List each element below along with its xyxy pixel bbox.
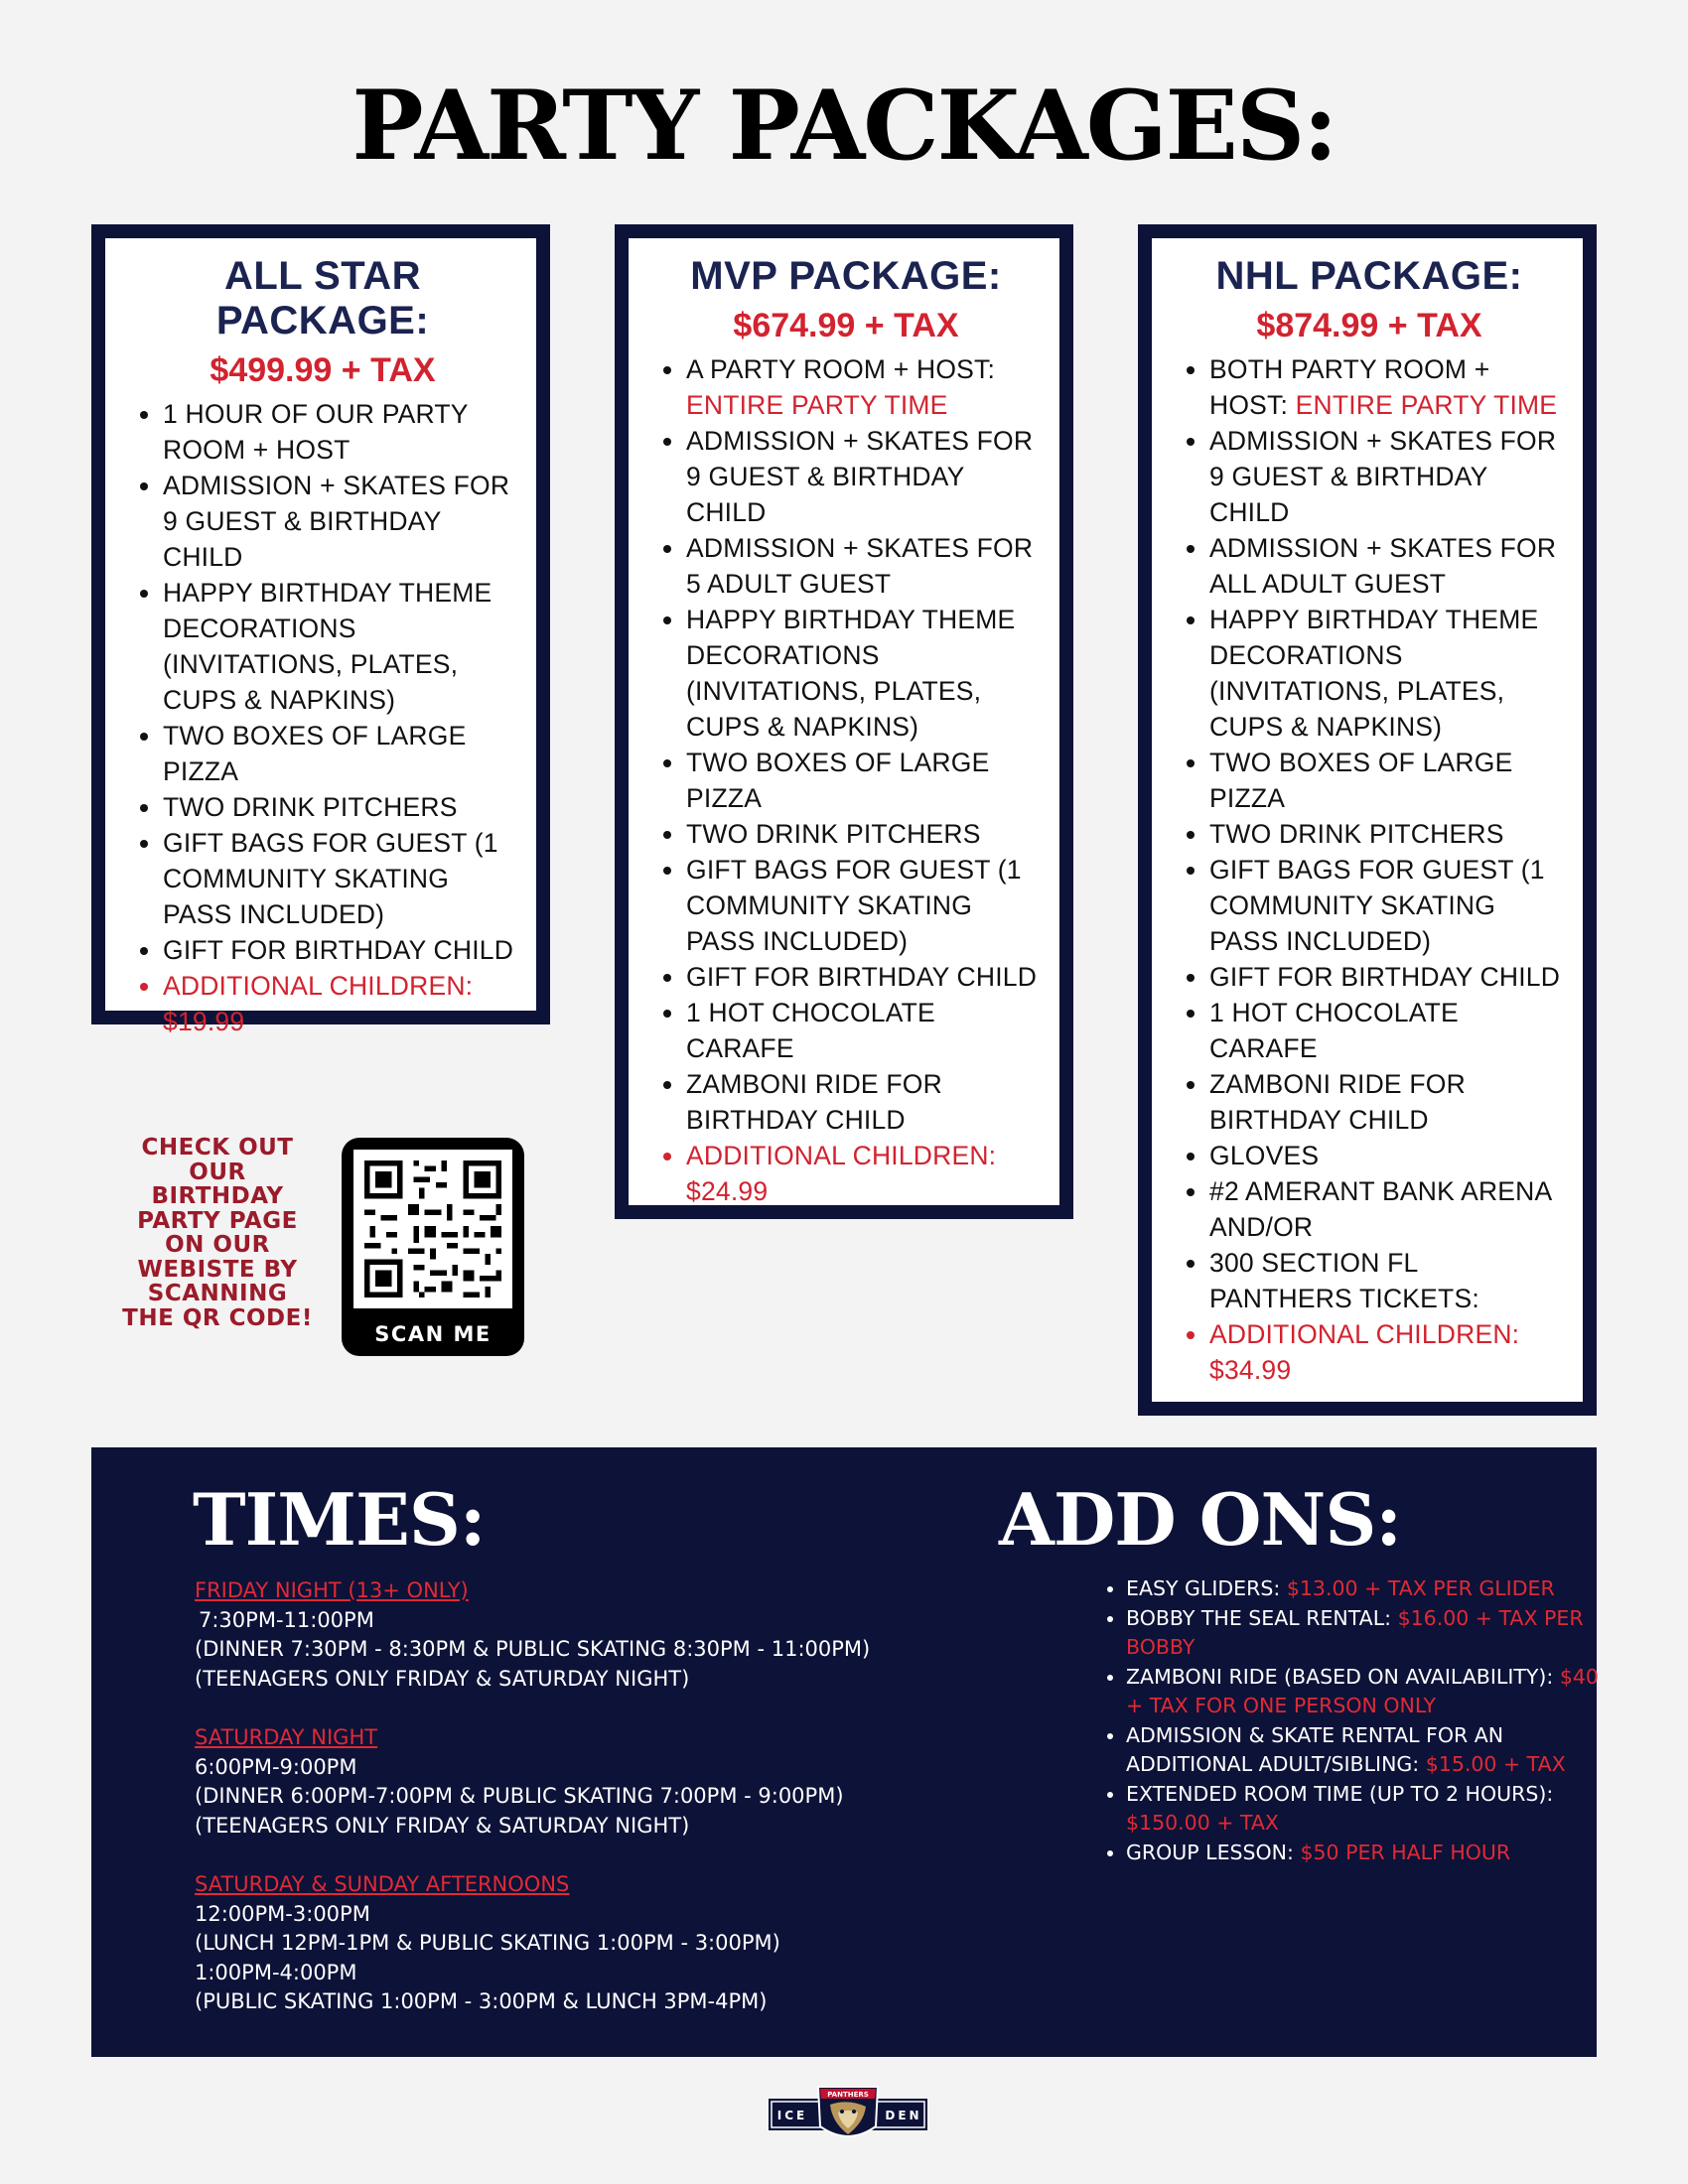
slot-line: (TEENAGERS ONLY FRIDAY & SATURDAY NIGHT)	[195, 1813, 690, 1838]
list-item: • TWO BOXES OF LARGE PIZZA	[1209, 745, 1565, 816]
list-item	[1126, 1604, 1605, 1663]
panthers-ice-den-logo	[769, 2081, 927, 2146]
additional-price: $24.99	[686, 1176, 769, 1206]
slot-line: 12:00PM-3:00PM	[195, 1901, 370, 1926]
package-price: $674.99 + TAX	[733, 307, 959, 344]
list-item: • ADMISSION + SKATES FOR 5 ADULT GUEST	[686, 530, 1042, 602]
times-list	[195, 1576, 929, 2017]
list-item: • 1 HOT CHOCOLATE CARAFE	[1209, 995, 1565, 1066]
addon-price: $13.00 + TAX PER GLIDER	[1286, 1576, 1555, 1600]
package-price: $499.99 + TAX	[210, 351, 436, 389]
list-item: • GIFT BAGS FOR GUEST (1 COMMUNITY SKATING PASS INCLUDED)	[163, 825, 518, 932]
list-item: • GIFT FOR BIRTHDAY CHILD	[1209, 959, 1565, 995]
item-highlight: ENTIRE PARTY TIME	[686, 390, 948, 420]
addon-label: GROUP LESSON:	[1126, 1840, 1294, 1864]
addon-label: BOBBY THE SEAL RENTAL:	[1126, 1605, 1392, 1630]
list-item: • GIFT FOR BIRTHDAY CHILD	[686, 959, 1042, 995]
addon-price: $16.00 + TAX PER BOBBY	[1126, 1605, 1584, 1659]
slot-line: 1:00PM-4:00PM	[195, 1960, 357, 1984]
package-items	[650, 351, 1042, 1209]
list-item: • TWO DRINK PITCHERS	[1209, 816, 1565, 852]
all-star-package-card	[91, 224, 550, 1036]
qr-code[interactable]	[342, 1138, 524, 1356]
item-text: BOTH PARTY ROOM + HOST:	[1209, 354, 1490, 420]
qr-message: CHECK OUT OUR BIRTHDAY PARTY PAGE ON OUR WEBISTE BY SCANNING THE QR CODE!	[122, 1135, 313, 1331]
additional-price: $19.99	[163, 1007, 245, 1036]
list-item: • GLOVES	[1209, 1138, 1565, 1173]
list-item	[1209, 351, 1565, 423]
addon-price: $15.00 + TAX	[1425, 1752, 1566, 1776]
item-text: A PARTY ROOM + HOST:	[686, 354, 996, 384]
slot-line: (TEENAGERS ONLY FRIDAY & SATURDAY NIGHT)	[195, 1666, 690, 1691]
list-item: • 1 HOUR OF OUR PARTY ROOM + HOST	[163, 396, 518, 468]
additional-label: ADDITIONAL CHILDREN:	[1209, 1319, 1520, 1349]
slot-line: 6:00PM-9:00PM	[195, 1754, 357, 1779]
additional-children-item	[163, 968, 518, 1039]
package-name: NHL PACKAGE:	[1215, 254, 1523, 298]
addons-list	[1088, 1574, 1605, 1867]
addon-label: EASY GLIDERS:	[1126, 1576, 1281, 1600]
slot-line: (DINNER 6:00PM-7:00PM & PUBLIC SKATING 7:00PM - 9:00PM)	[195, 1784, 844, 1808]
list-item: • GIFT BAGS FOR GUEST (1 COMMUNITY SKATING PASS INCLUDED)	[1209, 852, 1565, 959]
item-highlight: ENTIRE PARTY TIME	[1295, 390, 1558, 420]
package-price: $874.99 + TAX	[1256, 307, 1482, 344]
times-addons-panel	[91, 1447, 1597, 2057]
addon-label: EXTENDED ROOM TIME (UP TO 2 HOURS):	[1126, 1781, 1554, 1806]
list-item: • TWO BOXES OF LARGE PIZZA	[686, 745, 1042, 816]
package-items	[127, 396, 518, 1039]
list-item: • HAPPY BIRTHDAY THEME DECORATIONS (INVITATIONS, PLATES, CUPS & NAPKINS)	[163, 575, 518, 718]
additional-label: ADDITIONAL CHILDREN:	[163, 971, 474, 1001]
list-item: • GIFT FOR BIRTHDAY CHILD	[163, 932, 518, 968]
list-item: • 300 SECTION FL PANTHERS TICKETS:	[1209, 1245, 1565, 1316]
page-title: PARTY PACKAGES:	[352, 69, 1336, 182]
list-item	[1126, 1721, 1605, 1780]
addon-label: ZAMBONI RIDE (BASED ON AVAILABILITY):	[1126, 1664, 1554, 1689]
addon-label: ADMISSION & SKATE RENTAL FOR AN ADDITIONAL ADULT/SIBLING:	[1126, 1722, 1504, 1776]
slot-line: (DINNER 7:30PM - 8:30PM & PUBLIC SKATING 8:30PM - 11:00PM)	[195, 1637, 871, 1661]
list-item: • HAPPY BIRTHDAY THEME DECORATIONS (INVITATIONS, PLATES, CUPS & NAPKINS)	[686, 602, 1042, 745]
list-item: • ADMISSION + SKATES FOR 9 GUEST & BIRTHDAY CHILD	[686, 423, 1042, 530]
list-item: • TWO BOXES OF LARGE PIZZA	[163, 718, 518, 789]
list-item: • GIFT BAGS FOR GUEST (1 COMMUNITY SKATING PASS INCLUDED)	[686, 852, 1042, 959]
list-item: • ADMISSION + SKATES FOR ALL ADULT GUEST	[1209, 530, 1565, 602]
list-item: • ADMISSION + SKATES FOR 9 GUEST & BIRTHDAY CHILD	[1209, 423, 1565, 530]
addon-price: $40 + TAX FOR ONE PERSON ONLY	[1126, 1664, 1599, 1717]
slot-line: 7:30PM-11:00PM	[199, 1607, 374, 1632]
list-item: • ZAMBONI RIDE FOR BIRTHDAY CHILD	[1209, 1066, 1565, 1138]
additional-children-item	[686, 1138, 1042, 1209]
slot-title: SATURDAY NIGHT	[195, 1725, 378, 1749]
logo-right-text: DEN	[885, 2109, 922, 2122]
slot-title: FRIDAY NIGHT (13+ ONLY)	[195, 1578, 469, 1602]
list-item: • HAPPY BIRTHDAY THEME DECORATIONS (INVITATIONS, PLATES, CUPS & NAPKINS)	[1209, 602, 1565, 745]
list-item: • 1 HOT CHOCOLATE CARAFE	[686, 995, 1042, 1066]
package-items	[1174, 351, 1565, 1388]
addon-price: $150.00 + TAX	[1126, 1811, 1279, 1835]
qr-code-pattern	[353, 1150, 512, 1308]
package-name: ALL STAR PACKAGE:	[215, 254, 430, 342]
list-item	[1126, 1780, 1605, 1839]
list-item: • ADMISSION + SKATES FOR 9 GUEST & BIRTHDAY CHILD	[163, 468, 518, 575]
slot-line: (PUBLIC SKATING 1:00PM - 3:00PM & LUNCH 3PM-4PM)	[195, 1989, 768, 2013]
list-item: • TWO DRINK PITCHERS	[686, 816, 1042, 852]
additional-children-item	[1209, 1316, 1565, 1388]
additional-label: ADDITIONAL CHILDREN:	[686, 1141, 997, 1170]
package-name: MVP PACKAGE:	[690, 254, 1002, 298]
qr-caption: SCAN ME	[374, 1322, 492, 1346]
slot-title: SATURDAY & SUNDAY AFTERNOONS	[195, 1872, 570, 1896]
additional-price: $34.99	[1209, 1355, 1292, 1385]
logo-left-text: ICE	[776, 2109, 808, 2122]
nhl-package-card	[1138, 224, 1597, 1416]
list-item	[1126, 1663, 1605, 1721]
list-item: • #2 AMERANT BANK ARENA AND/OR	[1209, 1173, 1565, 1245]
list-item	[1126, 1839, 1605, 1868]
list-item: • TWO DRINK PITCHERS	[163, 789, 518, 825]
times-heading: TIMES:	[193, 1477, 486, 1562]
addons-heading: ADD ONS:	[999, 1477, 1401, 1562]
list-item	[686, 351, 1042, 423]
list-item: • ZAMBONI RIDE FOR BIRTHDAY CHILD	[686, 1066, 1042, 1138]
qr-code-icon	[353, 1150, 512, 1308]
addon-price: $50 PER HALF HOUR	[1300, 1840, 1511, 1864]
mvp-package-card	[615, 224, 1073, 1219]
list-item	[1126, 1574, 1605, 1604]
logo-top-text: PANTHERS	[827, 2091, 869, 2099]
slot-line: (LUNCH 12PM-1PM & PUBLIC SKATING 1:00PM - 3:00PM)	[195, 1931, 780, 1955]
